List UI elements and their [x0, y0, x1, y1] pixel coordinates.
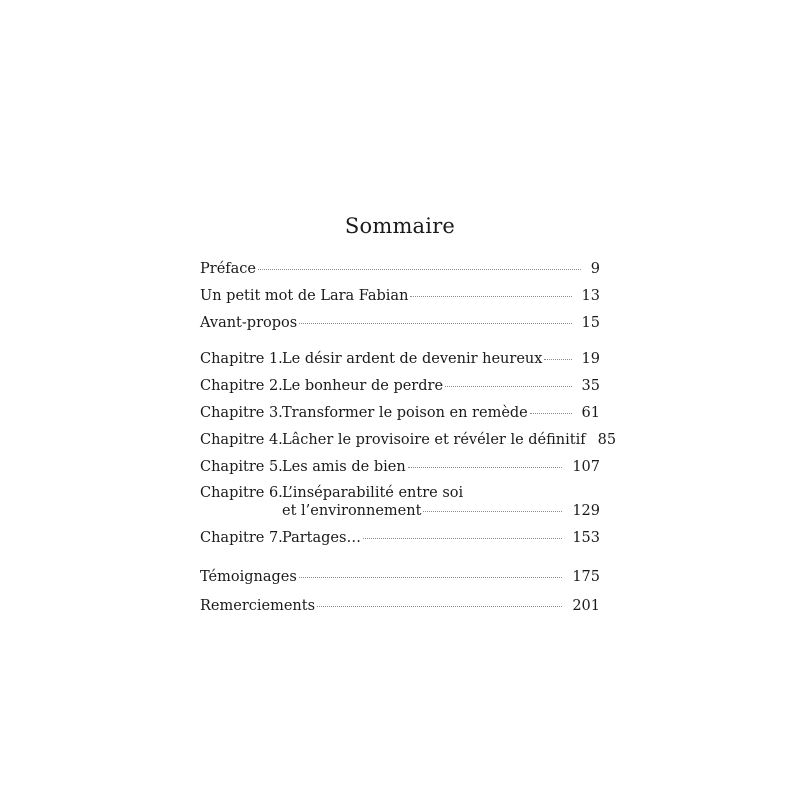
page-title: Sommaire: [344, 214, 456, 238]
chapter-title: Les amis de bien: [282, 459, 406, 475]
toc-entry-remerciements: [200, 597, 600, 615]
toc-entry-chapitre-2: [200, 377, 600, 395]
chapter-title-line1: L’inséparabilité entre soi: [282, 485, 464, 501]
chapter-number: Chapitre 5.: [200, 459, 283, 475]
page-number: 19: [581, 351, 600, 367]
dot-leader: [317, 606, 562, 607]
page-number: 175: [572, 569, 600, 585]
dot-leader: [445, 386, 572, 387]
page-number: 13: [581, 288, 600, 304]
dot-leader: [530, 413, 572, 414]
toc-entry-chapitre-4: [200, 431, 617, 449]
dot-leader: [408, 467, 563, 468]
toc-entry-preface: [200, 260, 600, 278]
page-number: 153: [572, 530, 600, 546]
page-number: 15: [581, 315, 600, 331]
entry-label: Témoignages: [200, 569, 297, 585]
toc-entry-temoignages: [200, 568, 600, 586]
page-number: 85: [597, 432, 617, 448]
toc-entry-avant-propos: [200, 314, 600, 332]
toc-entry-chapitre-7: [200, 529, 600, 547]
page-number: 129: [572, 503, 600, 519]
entry-label: Un petit mot de Lara Fabian: [200, 288, 409, 304]
chapter-number: Chapitre 2.: [200, 378, 283, 394]
dot-leader: [299, 577, 562, 578]
dot-leader: [258, 269, 581, 270]
dot-leader: [544, 359, 571, 360]
chapter-title: Lâcher le provisoire et révéler le définitif: [282, 432, 586, 448]
chapter-title: Le désir ardent de devenir heureux: [282, 351, 543, 367]
chapter-title: Transformer le poison en remède: [282, 405, 528, 421]
chapter-number: Chapitre 3.: [200, 405, 283, 421]
toc-entry-chapitre-5: [200, 458, 600, 476]
chapter-title-line2: et l’environnement: [282, 503, 422, 519]
dot-leader: [363, 538, 562, 539]
dot-leader: [299, 323, 571, 324]
chapter-title: Partages…: [282, 530, 361, 546]
page-number: 107: [572, 459, 600, 475]
toc-entry-chapitre-1: [200, 350, 600, 368]
toc-entry-chapitre-6: [200, 484, 600, 520]
chapter-title: Le bonheur de perdre: [282, 378, 444, 394]
page-number: 201: [572, 598, 600, 614]
entry-label: Avant-propos: [200, 315, 298, 331]
chapter-number: Chapitre 1.: [200, 351, 283, 367]
toc-entry-petit-mot: [200, 287, 600, 305]
toc-entry-chapitre-3: [200, 404, 600, 422]
dot-leader: [423, 511, 562, 512]
page-number: 9: [590, 261, 600, 277]
chapter-number: Chapitre 6.: [200, 485, 283, 501]
page-number: 61: [581, 405, 600, 421]
entry-label: Préface: [200, 261, 256, 277]
dot-leader: [410, 296, 571, 297]
chapter-number: Chapitre 7.: [200, 530, 283, 546]
entry-label: Remerciements: [200, 598, 316, 614]
page-number: 35: [581, 378, 600, 394]
chapter-number: Chapitre 4.: [200, 432, 283, 448]
